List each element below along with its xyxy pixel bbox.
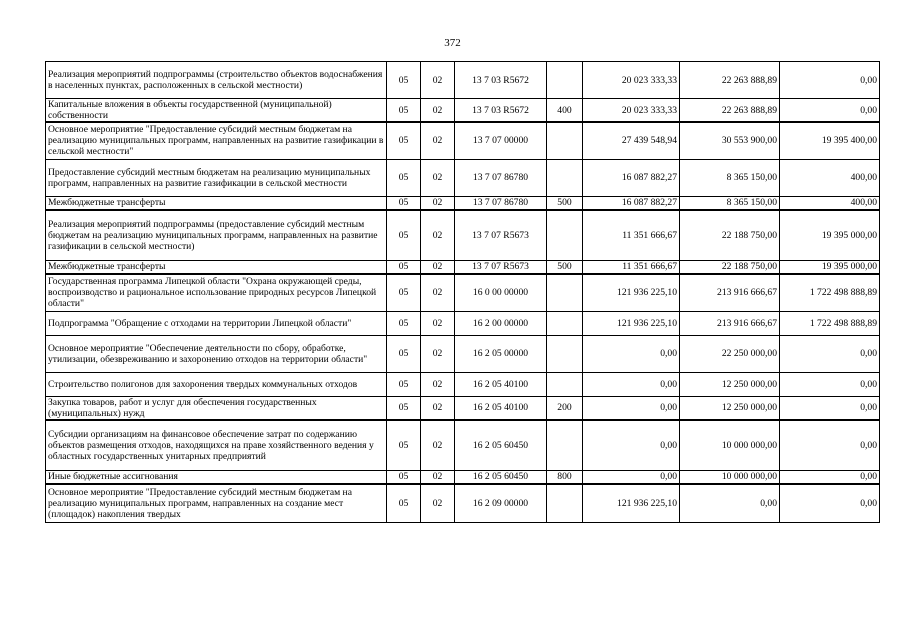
row-amount-1: 20 023 333,33 [583, 62, 680, 99]
row-amount-2: 22 188 750,00 [680, 260, 780, 274]
row-subsection: 02 [421, 420, 455, 470]
row-subsection: 02 [421, 260, 455, 274]
budget-table [45, 61, 880, 523]
row-amount-2: 30 553 900,00 [680, 122, 780, 159]
row-name: Предоставление субсидий местным бюджетам на реализацию муниципальных программ, направленных на развитие газификации в сельской местности [46, 159, 387, 196]
table-row [46, 159, 880, 196]
row-amount-1: 11 351 666,67 [583, 260, 680, 274]
table-body [46, 62, 880, 523]
table-row [46, 372, 880, 396]
row-name: Субсидии организациям на финансовое обеспечение затрат по содержанию объектов размещения отходов, находящихся на праве хозяйственного ведения у областных государственных унитарных предприятий [46, 420, 387, 470]
row-amount-1: 16 087 882,27 [583, 196, 680, 210]
row-name: Капитальные вложения в объекты государственной (муниципальной) собственности [46, 99, 387, 123]
row-section: 05 [387, 122, 421, 159]
row-amount-1: 121 936 225,10 [583, 484, 680, 522]
row-amount-3: 0,00 [780, 62, 880, 99]
row-name: Реализация мероприятий подпрограммы (предоставление субсидий местным бюджетам на реализацию муниципальных программ, направленных на развитие газификации в сельской местности) [46, 210, 387, 260]
row-section: 05 [387, 260, 421, 274]
row-amount-1: 0,00 [583, 396, 680, 420]
row-expense-type: 400 [547, 99, 583, 123]
row-expense-type [547, 311, 583, 335]
row-expense-type [547, 122, 583, 159]
row-expense-type [547, 274, 583, 311]
row-amount-2: 12 250 000,00 [680, 372, 780, 396]
row-section: 05 [387, 274, 421, 311]
row-name: Реализация мероприятий подпрограммы (строительство объектов водоснабжения в населенных пунктах, расположенных в сельской местности) [46, 62, 387, 99]
row-section: 05 [387, 311, 421, 335]
row-subsection: 02 [421, 396, 455, 420]
row-name: Основное мероприятие "Предоставление субсидий местным бюджетам на реализацию муниципальных программ, направленных на создание мест (площадок) накопления твердых [46, 484, 387, 522]
row-amount-2: 213 916 666,67 [680, 274, 780, 311]
row-name: Строительство полигонов для захоронения твердых коммунальных отходов [46, 372, 387, 396]
row-amount-2: 22 263 888,89 [680, 99, 780, 123]
row-name: Межбюджетные трансферты [46, 196, 387, 210]
row-name: Межбюджетные трансферты [46, 260, 387, 274]
row-target-article: 16 2 05 40100 [455, 396, 547, 420]
row-section: 05 [387, 196, 421, 210]
row-name: Основное мероприятие "Предоставление субсидий местным бюджетам на реализацию муниципальных программ, направленных на развитие газификации в сельской местности" [46, 122, 387, 159]
row-amount-1: 121 936 225,10 [583, 311, 680, 335]
row-name: Государственная программа Липецкой области "Охрана окружающей среды, воспроизводство и рациональное использование природных ресурсов Липецкой области" [46, 274, 387, 311]
row-expense-type [547, 210, 583, 260]
table-row [46, 260, 880, 274]
row-expense-type [547, 372, 583, 396]
row-section: 05 [387, 396, 421, 420]
row-subsection: 02 [421, 99, 455, 123]
row-amount-1: 121 936 225,10 [583, 274, 680, 311]
row-section: 05 [387, 99, 421, 123]
table-row [46, 99, 880, 123]
row-amount-2: 0,00 [680, 484, 780, 522]
row-name: Основное мероприятие "Обеспечение деятельности по сбору, обработке, утилизации, обезвреживанию и захоронению отходов на территории области" [46, 335, 387, 372]
row-section: 05 [387, 335, 421, 372]
row-amount-3: 0,00 [780, 470, 880, 484]
row-amount-1: 0,00 [583, 470, 680, 484]
row-expense-type: 200 [547, 396, 583, 420]
row-section: 05 [387, 372, 421, 396]
row-subsection: 02 [421, 484, 455, 522]
row-amount-3: 0,00 [780, 484, 880, 522]
row-amount-2: 10 000 000,00 [680, 420, 780, 470]
row-subsection: 02 [421, 196, 455, 210]
table-row [46, 311, 880, 335]
row-subsection: 02 [421, 122, 455, 159]
table-row [46, 396, 880, 420]
row-target-article: 16 2 00 00000 [455, 311, 547, 335]
row-section: 05 [387, 420, 421, 470]
row-target-article: 13 7 07 00000 [455, 122, 547, 159]
table-row [46, 196, 880, 210]
row-expense-type: 500 [547, 260, 583, 274]
table-row [46, 484, 880, 522]
row-amount-2: 213 916 666,67 [680, 311, 780, 335]
row-amount-3: 1 722 498 888,89 [780, 311, 880, 335]
row-expense-type [547, 159, 583, 196]
row-amount-1: 20 023 333,33 [583, 99, 680, 123]
row-amount-2: 8 365 150,00 [680, 196, 780, 210]
row-subsection: 02 [421, 62, 455, 99]
row-subsection: 02 [421, 159, 455, 196]
table-row [46, 274, 880, 311]
row-subsection: 02 [421, 372, 455, 396]
table-row [46, 420, 880, 470]
row-target-article: 16 0 00 00000 [455, 274, 547, 311]
row-section: 05 [387, 470, 421, 484]
row-amount-3: 0,00 [780, 335, 880, 372]
row-expense-type [547, 420, 583, 470]
row-amount-3: 0,00 [780, 372, 880, 396]
row-target-article: 13 7 07 86780 [455, 159, 547, 196]
row-expense-type [547, 335, 583, 372]
page-number: 372 [444, 37, 461, 49]
table-row [46, 62, 880, 99]
row-section: 05 [387, 62, 421, 99]
row-amount-1: 0,00 [583, 335, 680, 372]
table-row [46, 470, 880, 484]
table-row [46, 122, 880, 159]
row-amount-3: 400,00 [780, 196, 880, 210]
row-amount-1: 11 351 666,67 [583, 210, 680, 260]
table-row [46, 210, 880, 260]
row-amount-1: 16 087 882,27 [583, 159, 680, 196]
row-name: Закупка товаров, работ и услуг для обеспечения государственных (муниципальных) нужд [46, 396, 387, 420]
row-subsection: 02 [421, 335, 455, 372]
row-amount-2: 22 263 888,89 [680, 62, 780, 99]
row-target-article: 16 2 05 60450 [455, 420, 547, 470]
row-section: 05 [387, 484, 421, 522]
row-expense-type: 800 [547, 470, 583, 484]
row-target-article: 13 7 03 R5672 [455, 99, 547, 123]
row-target-article: 13 7 07 R5673 [455, 210, 547, 260]
table-row [46, 335, 880, 372]
row-name: Иные бюджетные ассигнования [46, 470, 387, 484]
row-amount-2: 22 188 750,00 [680, 210, 780, 260]
row-section: 05 [387, 159, 421, 196]
row-subsection: 02 [421, 311, 455, 335]
row-target-article: 16 2 09 00000 [455, 484, 547, 522]
row-name: Подпрограмма "Обращение с отходами на территории Липецкой области" [46, 311, 387, 335]
row-target-article: 13 7 07 R5673 [455, 260, 547, 274]
row-amount-1: 0,00 [583, 372, 680, 396]
row-subsection: 02 [421, 274, 455, 311]
row-amount-3: 0,00 [780, 396, 880, 420]
row-amount-3: 19 395 000,00 [780, 210, 880, 260]
row-amount-3: 1 722 498 888,89 [780, 274, 880, 311]
row-amount-3: 19 395 400,00 [780, 122, 880, 159]
row-target-article: 16 2 05 40100 [455, 372, 547, 396]
row-target-article: 13 7 07 86780 [455, 196, 547, 210]
row-subsection: 02 [421, 210, 455, 260]
row-amount-3: 0,00 [780, 99, 880, 123]
row-section: 05 [387, 210, 421, 260]
row-amount-1: 0,00 [583, 420, 680, 470]
row-expense-type [547, 484, 583, 522]
row-amount-3: 0,00 [780, 420, 880, 470]
row-amount-2: 8 365 150,00 [680, 159, 780, 196]
row-amount-3: 400,00 [780, 159, 880, 196]
row-target-article: 16 2 05 00000 [455, 335, 547, 372]
row-expense-type: 500 [547, 196, 583, 210]
row-target-article: 13 7 03 R5672 [455, 62, 547, 99]
row-amount-2: 12 250 000,00 [680, 396, 780, 420]
row-amount-2: 22 250 000,00 [680, 335, 780, 372]
row-amount-3: 19 395 000,00 [780, 260, 880, 274]
row-amount-1: 27 439 548,94 [583, 122, 680, 159]
row-target-article: 16 2 05 60450 [455, 470, 547, 484]
row-subsection: 02 [421, 470, 455, 484]
row-expense-type [547, 62, 583, 99]
row-amount-2: 10 000 000,00 [680, 470, 780, 484]
